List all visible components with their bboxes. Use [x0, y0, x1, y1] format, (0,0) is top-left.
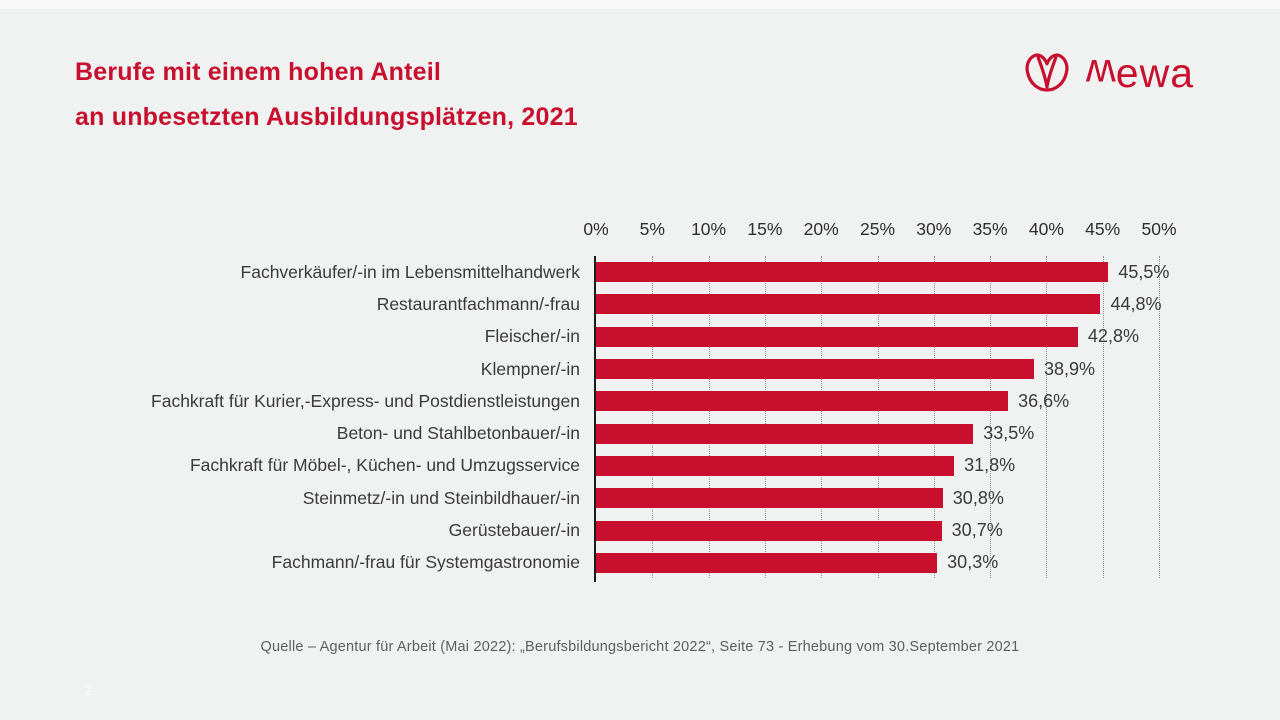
top-strip	[0, 0, 1280, 9]
x-tick-20: 20%	[803, 219, 839, 239]
bar-value-label: 30,8%	[952, 487, 1004, 508]
bar-value-label: 45,5%	[1118, 261, 1170, 282]
x-tick-15: 15%	[747, 219, 783, 239]
bar	[596, 424, 973, 444]
x-tick-0: 0%	[583, 219, 609, 239]
page-number: 2	[84, 682, 92, 698]
bar-value-label: 38,9%	[1044, 358, 1096, 379]
source-note: Quelle – Agentur für Arbeit (Mai 2022): „Berufsbildungsbericht 2022“, Seite 73 - Erhebung vom 30.September 2021	[260, 639, 1020, 655]
bar	[596, 327, 1078, 347]
bar-row	[596, 547, 1159, 579]
category-label: Fleischer/-in	[484, 326, 580, 347]
bar	[596, 521, 942, 541]
category-labels	[0, 256, 580, 579]
bar	[596, 488, 943, 508]
bar-value-label: 30,3%	[947, 552, 999, 573]
bar	[596, 262, 1108, 282]
bar	[596, 294, 1100, 314]
category-label: Gerüstebauer/-in	[448, 520, 580, 541]
x-tick-50: 50%	[1141, 219, 1177, 239]
bar-row	[596, 385, 1159, 417]
bar-row	[596, 256, 1170, 288]
bar-value-label: 31,8%	[964, 455, 1016, 476]
slide-title	[75, 50, 578, 140]
x-axis-ticks	[583, 219, 1177, 241]
x-tick-25: 25%	[859, 219, 896, 239]
bar-row	[596, 417, 1159, 449]
bar	[596, 391, 1008, 411]
x-tick-35: 35%	[972, 219, 1008, 239]
category-label: Fachmann/-frau für Systemgastronomie	[271, 552, 580, 573]
x-tick-40: 40%	[1028, 219, 1064, 239]
bar-row	[596, 353, 1159, 385]
bar-row	[596, 450, 1159, 482]
bar-value-label: 33,5%	[983, 423, 1035, 444]
category-label: Fachkraft für Kurier,-Express- und Postdienstleistungen	[151, 390, 580, 411]
category-label: Steinmetz/-in und Steinbildhauer/-in	[302, 487, 580, 508]
bars-area	[596, 256, 1170, 579]
bar-row	[596, 514, 1159, 546]
x-tick-10: 10%	[691, 219, 727, 239]
category-label: Beton- und Stahlbetonbauer/-in	[336, 423, 580, 444]
x-tick-45: 45%	[1085, 219, 1121, 239]
mewa-logo-text: wewa	[1085, 49, 1194, 97]
category-label: Fachkraft für Möbel-, Küchen- und Umzugsservice	[189, 455, 580, 476]
slide-title-line2: an unbesetzten Ausbildungsplätzen, 2021	[75, 103, 578, 131]
x-tick-30: 30%	[916, 219, 952, 239]
category-label: Klempner/-in	[480, 358, 580, 379]
mewa-logo	[1024, 50, 1194, 96]
bar-value-label: 36,6%	[1018, 390, 1070, 411]
bar	[596, 456, 954, 476]
x-tick-5: 5%	[639, 219, 665, 239]
bar-row	[596, 321, 1159, 353]
logo-letter-m: w	[1085, 50, 1116, 97]
bar-value-label: 44,8%	[1110, 293, 1162, 314]
bar-value-label: 30,7%	[951, 520, 1003, 541]
category-label: Restaurantfachmann/-frau	[376, 293, 580, 314]
category-label: Fachverkäufer/-in im Lebensmittelhandwerk	[240, 261, 580, 282]
slide-title-line1: Berufe mit einem hohen Anteil	[75, 58, 442, 86]
plot-area	[596, 256, 1170, 582]
bar-row	[596, 288, 1162, 320]
bar	[596, 553, 937, 573]
mewa-tulip-icon	[1024, 50, 1070, 96]
bar	[596, 359, 1034, 379]
bar-row	[596, 482, 1159, 514]
bar-value-label: 42,8%	[1087, 326, 1139, 347]
